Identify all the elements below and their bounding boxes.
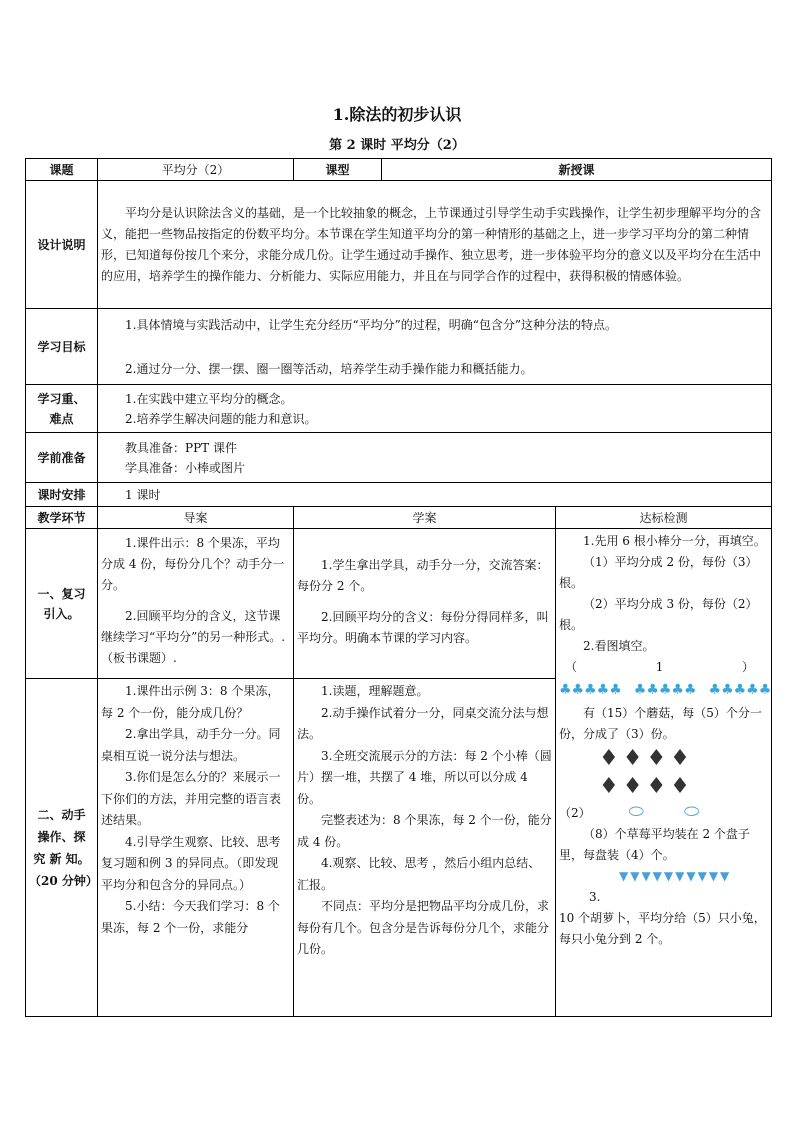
section2-label: 二、动手 操作、探 究 新 知。 （20 分钟） bbox=[26, 679, 98, 1017]
section2-learn-item: 不同点：平均分是把物品平均分成几份，求每份有几个。包含分是告诉每份分几个，求能分几份。 bbox=[297, 899, 550, 956]
section2-guide-item: 4.引导学生观察、比较、思考复习题和例 3 的异同点。（即发现平均分和包含分的异同点。） bbox=[101, 834, 281, 892]
check-q2b: （8）个草莓平均装在 2 个盘子里，每盘装（4）个。 bbox=[559, 827, 750, 862]
paren-open: （ bbox=[565, 660, 578, 674]
paren-close: ） bbox=[742, 660, 755, 674]
check-q2: 2.看图填空。 bbox=[583, 639, 655, 653]
goal-item: 1.具体情境与实践活动中，让学生充分经历“平均分”的过程，明确“包含分”这种分法的特点。 bbox=[125, 317, 617, 332]
doc-title: 1.除法的初步认识 bbox=[332, 105, 462, 124]
section1-guide-item: 2.回顾平均分的含义，这节课继续学习“平均分”的另一种形式。.（板书课题）. bbox=[101, 609, 286, 665]
col-learn: 学案 bbox=[294, 507, 556, 529]
section2-guide-item: 3.你们是怎么分的？来展示一下你们的方法，并用完整的语言表述结果。 bbox=[101, 770, 282, 827]
type-label: 课型 bbox=[294, 159, 382, 181]
design-label: 设计说明 bbox=[26, 181, 98, 309]
prep-label: 学前准备 bbox=[26, 433, 98, 483]
col-stage: 教学环节 bbox=[26, 507, 98, 529]
section2-learn-item: 4.观察、比较、思考 ，然后小组内总结、汇报。 bbox=[297, 856, 541, 892]
lesson-plan-table bbox=[25, 158, 772, 1017]
col-check: 达标检测 bbox=[556, 507, 772, 529]
design-text: 平均分是认识除法含义的基础，是一个比较抽象的概念，上节课通过引导学生动手实践操作，让学生初步理解平均分的含义，能把一些物品按指定的份数平均分。本节课在学生知道平均分的第一种情形的基础之上，进一步学习平均分的第二种情形，已知道每份按几个来分，求能分成几份。让学生通过动手操作、独立思考，进一步体验平均分的意义以及平均分在生活中的应用，培养学生的操作能力、分析能力、实际应用能力，并且在与同学合作的过程中，获得积极的情感体验。 bbox=[101, 205, 762, 283]
prep-item: 教具准备：PPT 课件 bbox=[125, 440, 237, 455]
check-q1a: （1）平均分成 2 份，每份（3）根。 bbox=[559, 555, 758, 590]
section2-learn-item: 2.动手操作试着分一分，同桌交流分法与想法。 bbox=[297, 705, 549, 741]
col-guide: 导案 bbox=[98, 507, 294, 529]
section2-guide-item: 2.拿出学具，动手分一分。同桌相互说一说分法与想法。 bbox=[101, 727, 281, 763]
section2-learn-item: 3.全班交流展示分的方法：每 2 个小棒（圆片）摆一堆，共摆了 4 堆，所以可以分成 4 份。 bbox=[297, 748, 552, 806]
goal-item: 2.通过分一分、摆一摆、圈一圈等活动，培养学生动手操作能力和概括能力。 bbox=[125, 361, 533, 376]
doc-subtitle: 第 2 课时 平均分（2） bbox=[329, 138, 465, 153]
schedule-label: 课时安排 bbox=[26, 483, 98, 507]
section1-learn-item: 1.学生拿出学具，动手分一分，交流答案：每份分 2 个。 bbox=[297, 558, 549, 593]
check-q1b: （2）平均分成 3 份，每份（2）根。 bbox=[559, 597, 758, 632]
check-q2a: 有（15）个蘑菇，每（5）个分一份，分成了（3）份。 bbox=[559, 706, 762, 741]
paren-num: 1 bbox=[655, 660, 664, 674]
prep-item: 学具准备：小棒或图片 bbox=[125, 460, 246, 475]
section1-label: 一、复习 引入。 bbox=[26, 529, 98, 679]
section2-learn-item: 1.读题，理解题意。 bbox=[321, 684, 429, 698]
goals-label: 学习目标 bbox=[26, 309, 98, 385]
check-q3-num: 3. bbox=[589, 890, 601, 904]
section2-learn-item: 完整表述为：8 个果冻，每 2 个一份，能分成 4 份。 bbox=[297, 813, 552, 849]
section1-guide-item: 1.课件出示：8 个果冻，平均分成 4 份，每份分几个？动手分一分。 bbox=[101, 536, 285, 592]
mushroom-group-icon: ♣♣♣♣♣ ♣♣♣♣♣ ♣♣♣♣♣ bbox=[559, 682, 772, 698]
strawberry-group-icon: ♦♦♦♦ ♦♦♦♦ bbox=[599, 746, 694, 799]
type-value: 新授课 bbox=[382, 159, 772, 181]
schedule-value: 1 课时 bbox=[125, 487, 161, 502]
carrot-group-icon: ▼▼▼▼▼▼▼▼▼▼ bbox=[619, 869, 732, 883]
check-q3: 10 个胡萝卜，平均分给（5）只小兔，每只小兔分到 2 个。 bbox=[559, 911, 766, 946]
topic-label: 课题 bbox=[26, 159, 98, 181]
plates-icon: ⬭⬭ bbox=[628, 801, 740, 822]
key-points-label: 学习重、 难点 bbox=[26, 385, 98, 433]
topic-value: 平均分（2） bbox=[98, 159, 294, 181]
section1-learn-item: 2.回顾平均分的含义：每份分得同样多，叫平均分。明确本节课的学习内容。 bbox=[297, 610, 549, 645]
key-point-item: 2.培养学生解决问题的能力和意识。 bbox=[125, 411, 317, 426]
check-q2b-prefix: （2） bbox=[559, 806, 591, 820]
section2-guide-item: 5.小结：今天我们学习：8 个果冻，每 2 个一份，求能分 bbox=[101, 899, 280, 935]
section2-guide-item: 1.课件出示例 3：8 个果冻，每 2 个一份，能分成几份？ bbox=[101, 684, 280, 720]
check-q1: 1.先用 6 根小棒分一分，再填空。 bbox=[583, 534, 766, 548]
key-point-item: 1.在实践中建立平均分的概念。 bbox=[125, 391, 293, 406]
